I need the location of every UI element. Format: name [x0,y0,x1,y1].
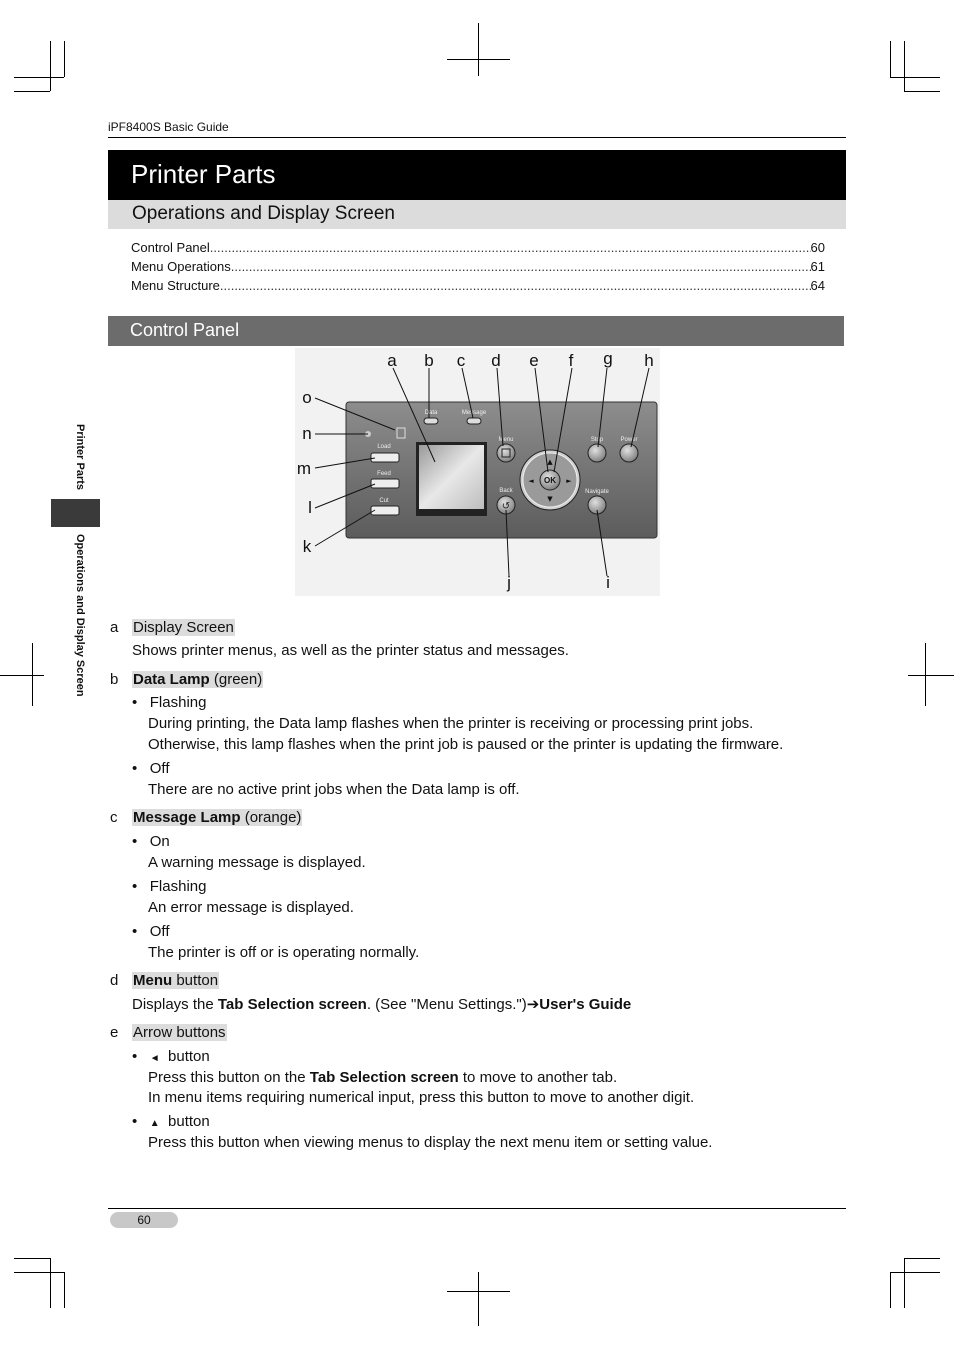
cut-label: Cut [379,498,389,504]
item-b-flashing-line-1: During printing, the Data lamp flashes when the printer is receiving or processing print jobs. [148,715,754,732]
message-lamp-label: Message [461,410,487,416]
crop-mark [904,41,905,91]
callout-j: j [507,573,511,592]
item-c-heading: c Message Lamp (orange) [110,809,302,826]
stop-label: Stop [590,437,604,443]
item-c-bullet-on: • On [132,833,170,850]
left-arrow-icon: ◄ [149,1053,160,1064]
page-number: 60 [110,1212,178,1228]
callout-c: c [456,351,466,370]
crop-mark [64,1272,65,1308]
side-tab-marker [51,499,100,527]
crop-mark [14,77,64,78]
control-panel-figure [295,348,660,596]
cut-button[interactable] [371,506,399,515]
item-d-description: Displays the Tab Selection screen. (See "Menu Settings.")➔User's Guide [132,996,632,1013]
crop-mark [14,1258,50,1259]
crop-mark [904,1258,905,1308]
toc-label: Menu Operations [131,259,231,274]
item-e-left-line-2: In menu items requiring numerical input, press this button to move to another digit. [148,1089,695,1106]
back-arrow-icon: ↺ [501,501,511,512]
feed-label: Feed [377,471,391,477]
up-arrow-icon: ▲ [149,1118,160,1129]
power-button[interactable] [620,444,638,462]
item-b-bullet-flashing: • Flashing [132,694,207,711]
page-title: Printer Parts [131,159,276,189]
toc-label: Control Panel [131,240,210,255]
crop-mark [890,77,940,78]
callout-i: i [606,573,610,592]
crop-mark [904,1258,940,1259]
section-header [108,316,844,346]
load-button[interactable] [371,453,399,462]
crop-mark [890,1272,891,1308]
left-arrow-icon: ◄ [528,477,534,485]
callout-b: b [424,351,434,370]
item-b-flashing-line-2: Otherwise, this lamp flashes when the print job is paused or the printer is updating the firmware. [148,736,784,753]
toc-page: 64 [810,278,825,293]
callout-d: d [491,351,501,370]
item-e-up-line-1: Press this button when viewing menus to display the next menu item or setting value. [148,1134,713,1151]
crop-mark [904,91,940,92]
item-b-bullet-off: • Off [132,760,170,777]
header-divider [108,137,846,138]
crop-mark [32,643,33,706]
crop-mark [890,1272,940,1273]
callout-l: l [308,498,312,517]
arrow-right-icon: ➔ [526,996,540,1013]
ok-label: OK [544,476,556,485]
section-title: Control Panel [130,320,240,340]
crop-mark [50,1258,51,1308]
item-a-heading: a Display Screen [110,619,234,636]
callout-m: m [296,459,312,478]
back-label: Back [499,488,513,494]
callout-n: n [302,424,312,443]
data-lamp-label: Data [424,410,438,416]
up-arrow-icon: ▲ [547,458,553,466]
power-label: Power [620,437,638,443]
item-b-heading: b Data Lamp (green) [110,671,263,688]
toc-label: Menu Structure [131,278,220,293]
callout-e: e [529,351,539,370]
crop-mark [908,675,954,676]
item-d-heading: d Menu button [110,972,219,989]
crop-mark [50,41,51,91]
message-lamp [467,418,481,424]
crop-mark [14,1272,64,1273]
crop-mark [14,91,50,92]
subtitle-bar [108,200,846,229]
item-e-left-line-1: Press this button on the Tab Selection screen to move to another tab. [148,1069,618,1086]
item-b-off-line-1: There are no active print jobs when the Data lamp is off. [148,781,520,798]
side-chapter-label: Printer Parts [74,424,86,491]
item-c-flashing-line: An error message is displayed. [148,899,354,916]
display-screen [419,445,484,509]
item-c-bullet-flashing: • Flashing [132,878,207,895]
users-guide-link[interactable]: User's Guide [539,996,632,1013]
item-c-off-line: The printer is off or is operating normally. [148,944,420,961]
callout-g: g [603,349,613,368]
item-c-on-line: A warning message is displayed. [148,854,366,871]
guide-title: iPF8400S Basic Guide [108,120,229,134]
crop-mark [0,675,44,676]
page-subtitle: Operations and Display Screen [132,203,395,224]
callout-o: o [302,388,312,407]
callout-a: a [387,351,397,370]
side-section-label: Operations and Display Screen [74,534,86,697]
toc-entry-control-panel[interactable] [131,240,825,255]
right-arrow-icon: ► [566,477,572,485]
load-label: Load [377,444,391,450]
toc-entry-menu-operations[interactable] [131,259,825,274]
crop-mark [478,1272,479,1326]
stop-button[interactable] [588,444,606,462]
page-title-bar [108,150,846,200]
item-a-description: Shows printer menus, as well as the printer status and messages. [132,642,569,659]
item-e-heading: e Arrow buttons [110,1024,226,1041]
callout-k: k [302,537,312,556]
feed-button[interactable] [371,479,399,488]
footer-divider [108,1208,846,1209]
crop-mark [478,23,479,76]
toc-page: 61 [810,259,825,274]
crop-mark [925,643,926,706]
toc-page: 60 [810,240,825,255]
data-lamp [424,418,438,424]
callout-h: h [644,351,654,370]
crop-mark [890,41,891,77]
item-e-bullet-left: • ◄ button [132,1048,210,1065]
item-e-bullet-up: • ▲ button [132,1113,210,1130]
menu-label: Menu [498,437,514,443]
menu-button[interactable] [497,444,515,462]
down-arrow-icon: ▼ [547,495,553,503]
crop-mark [64,41,65,77]
item-c-bullet-off: • Off [132,923,170,940]
toc-entry-menu-structure[interactable] [131,278,825,293]
navigate-label: Navigate [585,489,609,495]
callout-f: f [568,351,574,370]
